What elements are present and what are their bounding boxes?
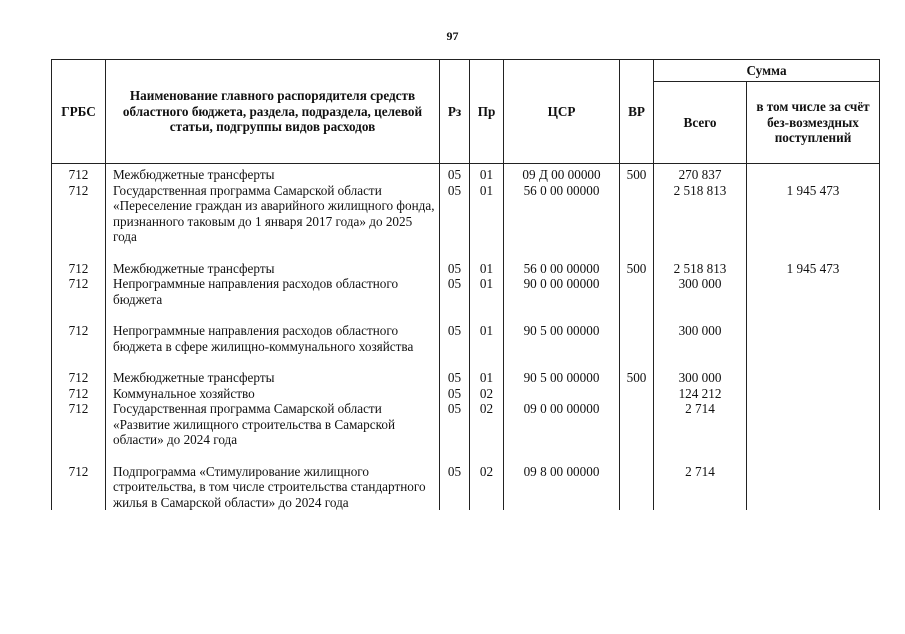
cell-rz: 05: [440, 386, 470, 402]
cell-csr: 56 0 00 00000: [504, 183, 620, 261]
table-body: [52, 164, 880, 511]
cell-vr: [620, 464, 654, 511]
cell-csr: 09 Д 00 00000: [504, 164, 620, 183]
cell-grbs: 712: [52, 464, 106, 511]
cell-total: 2 714: [654, 464, 747, 511]
table-row: [52, 401, 880, 464]
cell-name: Государственная программа Самарской области «Развитие жилищного строительства в Самарской области» до 2024 года: [106, 401, 440, 464]
header-csr: ЦСР: [504, 60, 620, 164]
header-rz: Рз: [440, 60, 470, 164]
cell-name: Непрограммные направления расходов областного бюджета в сфере жилищно-коммунального хозяйства: [106, 323, 440, 370]
cell-rz: 05: [440, 464, 470, 511]
cell-vr: [620, 401, 654, 464]
cell-name: Коммунальное хозяйство: [106, 386, 440, 402]
cell-csr: 56 0 00 00000: [504, 261, 620, 277]
cell-pr: 01: [470, 370, 504, 386]
cell-rz: 05: [440, 183, 470, 261]
cell-name: Непрограммные направления расходов областного бюджета: [106, 276, 440, 323]
cell-name: Межбюджетные трансферты: [106, 261, 440, 277]
cell-vr: [620, 386, 654, 402]
cell-total: 124 212: [654, 386, 747, 402]
cell-vr: 500: [620, 261, 654, 277]
cell-free: [747, 276, 880, 323]
cell-csr: 09 0 00 00000: [504, 401, 620, 464]
header-total: Всего: [654, 82, 747, 164]
cell-pr: 01: [470, 323, 504, 370]
cell-rz: 05: [440, 323, 470, 370]
cell-rz: 05: [440, 370, 470, 386]
cell-free: [747, 401, 880, 464]
cell-rz: 05: [440, 276, 470, 323]
cell-grbs: 712: [52, 164, 106, 183]
header-name: Наименование главного распорядителя средств областного бюджета, раздела, подраздела, целевой статьи, подгруппы видов расходов: [106, 60, 440, 164]
cell-name: Государственная программа Самарской области «Переселение граждан из аварийного жилищного фонда, признанного таковым до 1 января 2017 года» до 2025 года: [106, 183, 440, 261]
header-free: в том числе за счёт без-возмездных поступлений: [747, 82, 880, 164]
cell-grbs: 712: [52, 401, 106, 464]
cell-pr: 01: [470, 183, 504, 261]
cell-vr: 500: [620, 370, 654, 386]
cell-grbs: 712: [52, 183, 106, 261]
cell-csr: [504, 386, 620, 402]
cell-pr: 01: [470, 261, 504, 277]
cell-grbs: 712: [52, 276, 106, 323]
cell-total: 300 000: [654, 276, 747, 323]
table-row: [52, 183, 880, 261]
cell-total: 300 000: [654, 370, 747, 386]
cell-name: Межбюджетные трансферты: [106, 164, 440, 183]
cell-free: 1 945 473: [747, 261, 880, 277]
header-grbs: ГРБС: [52, 60, 106, 164]
table-row: [52, 164, 880, 183]
cell-csr: 90 0 00 00000: [504, 276, 620, 323]
cell-total: 2 518 813: [654, 261, 747, 277]
cell-vr: [620, 276, 654, 323]
cell-csr: 09 8 00 00000: [504, 464, 620, 511]
table-row: [52, 370, 880, 386]
cell-grbs: 712: [52, 261, 106, 277]
header-sum: Сумма: [654, 60, 880, 82]
table-row: [52, 261, 880, 277]
cell-grbs: 712: [52, 386, 106, 402]
cell-name: Подпрограмма «Стимулирование жилищного строительства, в том числе строительства стандартного жилья в Самарской области» до 2024 года: [106, 464, 440, 511]
cell-vr: [620, 323, 654, 370]
header-vr: ВР: [620, 60, 654, 164]
cell-total: 300 000: [654, 323, 747, 370]
cell-total: 2 518 813: [654, 183, 747, 261]
cell-rz: 05: [440, 261, 470, 277]
page-number: 97: [446, 29, 459, 43]
table-row: [52, 386, 880, 402]
cell-grbs: 712: [52, 323, 106, 370]
cell-free: 1 945 473: [747, 183, 880, 261]
cell-pr: 02: [470, 464, 504, 511]
cell-free: [747, 164, 880, 183]
cell-total: 2 714: [654, 401, 747, 464]
cell-grbs: 712: [52, 370, 106, 386]
cell-pr: 01: [470, 164, 504, 183]
cell-free: [747, 370, 880, 386]
cell-free: [747, 464, 880, 511]
cell-vr: [620, 183, 654, 261]
table-row: [52, 464, 880, 511]
cell-csr: 90 5 00 00000: [504, 323, 620, 370]
cell-free: [747, 386, 880, 402]
cell-pr: 01: [470, 276, 504, 323]
table-row: [52, 276, 880, 323]
cell-free: [747, 323, 880, 370]
cell-csr: 90 5 00 00000: [504, 370, 620, 386]
cell-vr: 500: [620, 164, 654, 183]
cell-pr: 02: [470, 401, 504, 464]
header-pr: Пр: [470, 60, 504, 164]
budget-table: [51, 59, 880, 510]
cell-rz: 05: [440, 164, 470, 183]
cell-total: 270 837: [654, 164, 747, 183]
cell-rz: 05: [440, 401, 470, 464]
cell-name: Межбюджетные трансферты: [106, 370, 440, 386]
table-row: [52, 323, 880, 370]
cell-pr: 02: [470, 386, 504, 402]
